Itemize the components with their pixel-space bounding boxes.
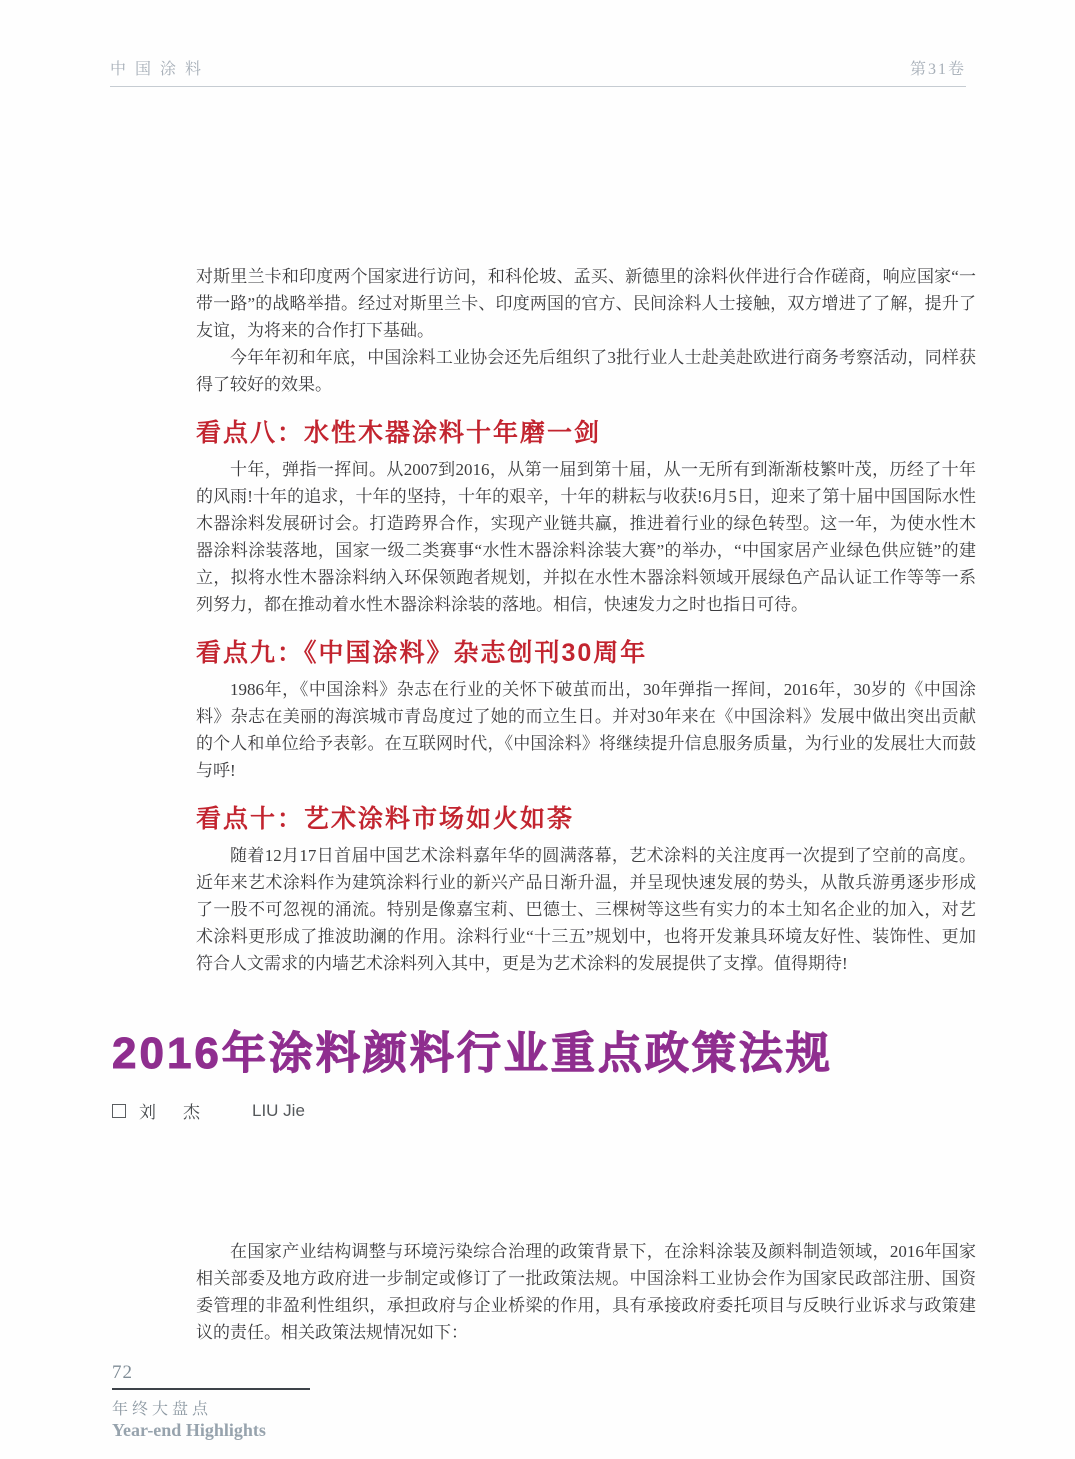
paragraph-trips: 今年年初和年底，中国涂料工业协会还先后组织了3批行业人士赴美赴欧进行商务考察活动，同样获得了较好的效果。 <box>196 348 976 394</box>
author-given-name: 杰 <box>183 1103 200 1122</box>
author-square-icon <box>112 1104 126 1118</box>
section-heading-ten: 看点十：艺术涂料市场如火如荼 <box>196 805 575 833</box>
section-heading-eight: 看点八：水性木器涂料十年磨一剑 <box>196 419 602 447</box>
footer-section-title-en: Year-end Highlights <box>112 1420 266 1440</box>
volume-number: 第31卷 <box>909 61 966 78</box>
article-body <box>196 263 976 977</box>
intro-paragraph: 在国家产业结构调整与环境污染综合治理的政策背景下，在涂料涂装及颜料制造领域，2016年国家相关部委及地方政府进一步制定或修订了一批政策法规。中国涂料工业协会作为国家民政部注册、国资委管理的非盈利性组织，承担政府与企业桥梁的作用，具有承接政府委托项目与反映行业诉求与政策建议的责任。相关政策法规情况如下： <box>196 1242 976 1342</box>
footer-section-title-cn: 年终大盘点 <box>112 1401 213 1418</box>
page-number: 72 <box>112 1362 133 1383</box>
footer-divider <box>112 1388 310 1390</box>
section-body-ten: 随着12月17日首届中国艺术涂料嘉年华的圆满落幕，艺术涂料的关注度再一次提到了空前的高度。近年来艺术涂料作为建筑涂料行业的新兴产品日渐升温，并呈现快速发展的势头，从散兵游勇逐步形成了一股不可忽视的涌流。特别是像嘉宝莉、巴德士、三棵树等这些有实力的本土知名企业的加入，对艺术涂料更形成了推波助澜的作用。涂料行业“十三五”规划中，也将开发兼具环境友好性、装饰性、更加符合人文需求的内墙艺术涂料列入其中，更是为艺术涂料的发展提供了支撑。值得期待! <box>196 846 976 973</box>
section-heading-nine: 看点九：《中国涂料》杂志创刊30周年 <box>196 639 648 667</box>
paragraph-continuation: 对斯里兰卡和印度两个国家进行访问，和科伦坡、孟买、新德里的涂料伙伴进行合作磋商，响应国家“一带一路”的战略举措。经过对斯里兰卡、印度两国的官方、民间涂料人士接触，双方增进了了解，提升了友谊，为将来的合作打下基础。 <box>196 267 976 340</box>
page-header <box>110 56 966 87</box>
section-body-eight: 十年，弹指一挥间。从2007到2016，从第一届到第十届，从一无所有到渐渐枝繁叶茂，历经了十年的风雨!十年的追求，十年的坚持，十年的艰辛，十年的耕耘与收获!6月5日，迎来了第十届中国国际水性木器涂料发展研讨会。打造跨界合作，实现产业链共赢，推进着行业的绿色转型。这一年，为使水性木器涂料涂装落地，国家一级二类赛事“水性木器涂料涂装大赛”的举办，“中国家居产业绿色供应链”的建立，拟将水性木器涂料纳入环保领跑者规划，并拟在水性木器涂料领域开展绿色产品认证工作等等一系列努力，都在推动着水性木器涂料涂装的落地。相信，快速发力之时也指日可待。 <box>196 460 976 614</box>
author-name-english: LIU Jie <box>252 1100 305 1120</box>
section-body-nine: 1986年，《中国涂料》杂志在行业的关怀下破茧而出，30年弹指一挥间，2016年，30岁的《中国涂料》杂志在美丽的海滨城市青岛度过了她的而立生日。并对30年来在《中国涂料》发展中做出突出贡献的个人和单位给予表彰。在互联网时代，《中国涂料》将继续提升信息服务质量，为行业的发展壮大而鼓与呼! <box>196 680 976 780</box>
page-footer <box>112 1362 412 1441</box>
article-title: 2016年涂料颜料行业重点政策法规 <box>112 1029 833 1078</box>
article2-intro <box>196 1238 976 1346</box>
journal-name: 中国涂料 <box>110 61 211 78</box>
author-surname: 刘 <box>139 1103 157 1122</box>
author-line <box>112 1098 305 1123</box>
